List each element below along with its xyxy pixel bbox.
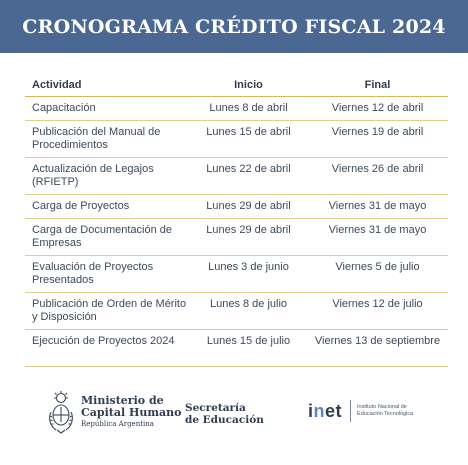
- final-cell: Viernes 31 de mayo: [328, 200, 427, 212]
- inet-wordmark: [308, 401, 342, 422]
- inicio-cell: Lunes 8 de abril: [209, 102, 288, 114]
- table-row: [25, 158, 448, 195]
- escudo-nacional-icon: [46, 390, 76, 434]
- table-row: [25, 97, 448, 121]
- inet-desc-line2: Educación Tecnológica: [357, 411, 414, 417]
- final-cell: Viernes 19 de abril: [331, 126, 424, 138]
- inicio-cell: Lunes 29 de abril: [206, 224, 291, 236]
- page-title: CRONOGRAMA CRÉDITO FISCAL 2024: [22, 15, 446, 38]
- inet-word-prefix: i: [308, 400, 314, 421]
- inicio-cell: Lunes 3 de junio: [208, 261, 289, 273]
- ministerio-text: [81, 395, 181, 429]
- inicio-cell: Lunes 15 de abril: [206, 126, 291, 138]
- column-header-actividad: Actividad: [32, 78, 82, 91]
- ministerio-line3: República Argentina: [81, 420, 154, 428]
- final-cell: Viernes 12 de julio: [332, 298, 423, 310]
- ministerio-line2: Capital Humano: [81, 406, 182, 419]
- final-cell: Viernes 13 de septiembre: [314, 335, 441, 347]
- inet-description: [357, 404, 413, 418]
- secretaria-line1: Secretaría: [185, 402, 246, 414]
- inicio-cell: Lunes 29 de abril: [206, 200, 291, 212]
- secretaria-logo: [185, 402, 264, 426]
- footer-logos: [0, 378, 468, 465]
- inet-divider: [350, 400, 351, 422]
- inet-word-accent: n: [313, 400, 326, 421]
- actividad-cell: Publicación de Orden de Mérito y Disposición: [32, 298, 187, 323]
- inicio-cell: Lunes 22 de abril: [206, 163, 291, 175]
- final-cell: Viernes 26 de abril: [331, 163, 424, 175]
- actividad-cell: Ejecución de Proyectos 2024: [32, 335, 175, 347]
- final-cell: Viernes 5 de julio: [335, 261, 420, 273]
- final-cell: Viernes 12 de abril: [331, 102, 424, 114]
- actividad-cell: Capacitación: [32, 102, 96, 114]
- column-header-inicio: Inicio: [234, 78, 263, 91]
- inet-word-suffix: et: [325, 400, 343, 421]
- actividad-cell: Evaluación de Proyectos Presentados: [32, 261, 154, 286]
- ministerio-line1: Ministerio de: [81, 394, 164, 407]
- table-row: [25, 293, 448, 330]
- table-row: [25, 121, 448, 158]
- final-cell: Viernes 31 de mayo: [328, 224, 427, 236]
- table-row: [25, 195, 448, 219]
- column-header-final: Final: [364, 78, 391, 91]
- table-row: [25, 219, 448, 256]
- actividad-cell: Carga de Proyectos: [32, 200, 130, 212]
- header-banner: [0, 0, 468, 53]
- secretaria-line2: de Educación: [185, 414, 264, 426]
- inet-desc-line1: Instituto Nacional de: [357, 404, 407, 410]
- actividad-cell: Actualización de Legajos (RFIETP): [32, 163, 154, 188]
- schedule-table: [25, 74, 448, 367]
- table-header-row: [25, 74, 448, 97]
- table-row: [25, 330, 448, 367]
- inicio-cell: Lunes 8 de julio: [209, 298, 288, 310]
- actividad-cell: Carga de Documentación de Empresas: [32, 224, 173, 249]
- inicio-cell: Lunes 15 de julio: [206, 335, 291, 347]
- table-row: [25, 256, 448, 293]
- inet-logo: [308, 400, 413, 422]
- actividad-cell: Publicación del Manual de Procedimientos: [32, 126, 161, 151]
- ministerio-logo: [46, 390, 181, 434]
